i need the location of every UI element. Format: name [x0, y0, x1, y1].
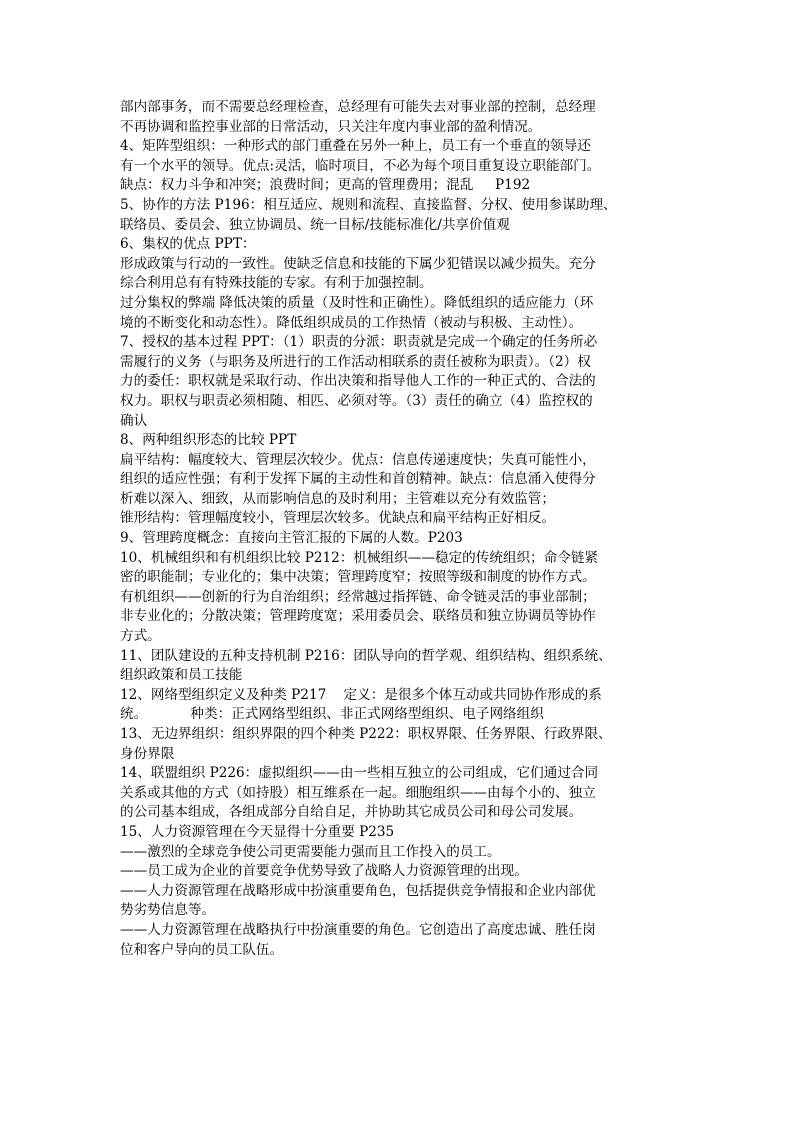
text-line: 6、集权的优点 PPT： — [120, 236, 256, 253]
text-line: 扁平结构：幅度较大、管理层次较少。优点：信息传递速度快；失真可能性小， — [120, 451, 596, 468]
text-line: 需履行的义务（与职务及所进行的工作活动相联系的责任被称为职责）。（2）权 — [120, 353, 591, 370]
text-line: 非专业化的；分散决策；管理跨度宽；采用委员会、联络员和独立协调员等协作 — [120, 608, 596, 625]
text-line: 过分集权的弊端 降低决策的质量（及时性和正确性）。降低组织的适应能力（环 — [120, 294, 594, 311]
text-line: 缺点：权力斗争和冲突；浪费时间；更高的管理费用；混乱 P192 — [120, 177, 531, 194]
text-line: 13、无边界组织：组织界限的四个种类 P222：职权界限、任务界限、行政界限、 — [120, 726, 612, 742]
text-line: 势劣势信息等。 — [120, 902, 216, 919]
text-line: 境的不断变化和动态性）。降低组织成员的工作热情（被动与积极、主动性）。 — [120, 314, 583, 331]
text-line: 有机组织——创新的行为自治组织；经常越过指挥链、命令链灵活的事业部制； — [120, 588, 596, 605]
text-line: 方式。 — [120, 628, 161, 645]
text-line: 10、机械组织和有机组织比较 P212：机械组织——稳定的传统组织；命令链紧 — [120, 549, 599, 566]
text-line: ——员工成为企业的首要竞争优势导致了战略人力资源管理的出现。 — [120, 863, 528, 880]
text-line: 有一个水平的领导。优点:灵活，临时项目，不必为每个项目重复设立职能部门。 — [120, 157, 601, 174]
text-line: 身份界限 — [120, 745, 175, 762]
text-line: 密的职能制；专业化的；集中决策；管理跨度窄；按照等级和制度的协作方式。 — [120, 569, 596, 586]
text-line: 力的委任：职权就是采取行动、作出决策和指导他人工作的一种正式的、合法的 — [120, 373, 596, 390]
text-line: 4、矩阵型组织：一种形式的部门重叠在另外一种上，员工有一个垂直的领导还 — [120, 138, 591, 155]
text-line: 锥形结构：管理幅度较小，管理层次较多。优缺点和扁平结构正好相反。 — [120, 510, 555, 527]
text-line: 8、两种组织形态的比较 PPT — [120, 432, 297, 449]
text-line: 析难以深入、细致，从而影响信息的及时利用；主管难以充分有效监管； — [120, 490, 555, 507]
text-line: 7、授权的基本过程 PPT：（1）职责的分派：职责就是完成一个确定的任务所必 — [120, 334, 598, 351]
text-line: 位和客户导向的员工队伍。 — [120, 941, 284, 958]
text-line: 形成政策与行动的一致性。使缺乏信息和技能的下属少犯错误以减少损失。充分 — [120, 255, 596, 272]
text-line: 的公司基本组成，各组成部分自给自足，并协助其它成员公司和母公司发展。 — [120, 804, 583, 821]
text-line: 5、协作的方法 P196：相互适应、规则和流程、直接监督、分权、使用参谋助理、 — [120, 196, 617, 213]
text-line: 组织的适应性强；有利于发挥下属的主动性和首创精神。缺点：信息涌入使得分 — [120, 471, 596, 488]
text-line: 权力。职权与职责必须相随、相匹、必须对等。（3）责任的确立（4）监控权的 — [120, 392, 593, 409]
text-line: 部内部事务，而不需要总经理检查，总经理有可能失去对事业部的控制，总经理 — [120, 99, 596, 115]
text-line: 联络员、委员会、独立协调员、统一目标/技能标准化/共享价值观 — [120, 216, 510, 233]
text-line: 统。 种类：正式网络型组织、非正式网络型组织、电子网络组织 — [120, 706, 544, 723]
text-line: 14、联盟组织 P226：虚拟组织——由一些相互独立的公司组成，它们通过合同 — [120, 765, 599, 782]
text-line: 15、人力资源管理在今天显得十分重要 P235 — [120, 823, 395, 840]
text-line: ——人力资源管理在战略执行中扮演重要的角色。它创造出了高度忠诚、胜任岗 — [120, 921, 596, 938]
document-body — [120, 98, 680, 960]
text-line: 确认 — [120, 412, 148, 429]
text-line: 9、管理跨度概念：直接向主管汇报的下属的人数。P203 — [120, 530, 463, 547]
text-line: 11、团队建设的五种支持机制 P216：团队导向的哲学观、组织结构、组织系统、 — [120, 647, 612, 664]
text-line: ——激烈的全球竞争使公司更需要能力强而且工作投入的员工。 — [120, 843, 501, 860]
text-line: ——人力资源管理在战略形成中扮演重要角色，包括提供竞争情报和企业内部优 — [120, 882, 596, 899]
text-line: 12、网络型组织定义及种类 P217 定义：是很多个体互动或共同协作形成的系 — [120, 686, 602, 703]
text-line: 综合利用总有有特殊技能的专家。有利于加强控制。 — [120, 275, 433, 292]
text-line: 关系或其他的方式（如持股）相互维系在一起。细胞组织——由每个小的、独立 — [120, 784, 596, 801]
text-line: 不再协调和监控事业部的日常活动，只关注年度内事业部的盈利情况。 — [120, 118, 542, 135]
text-line: 组织政策和员工技能 — [120, 667, 243, 684]
